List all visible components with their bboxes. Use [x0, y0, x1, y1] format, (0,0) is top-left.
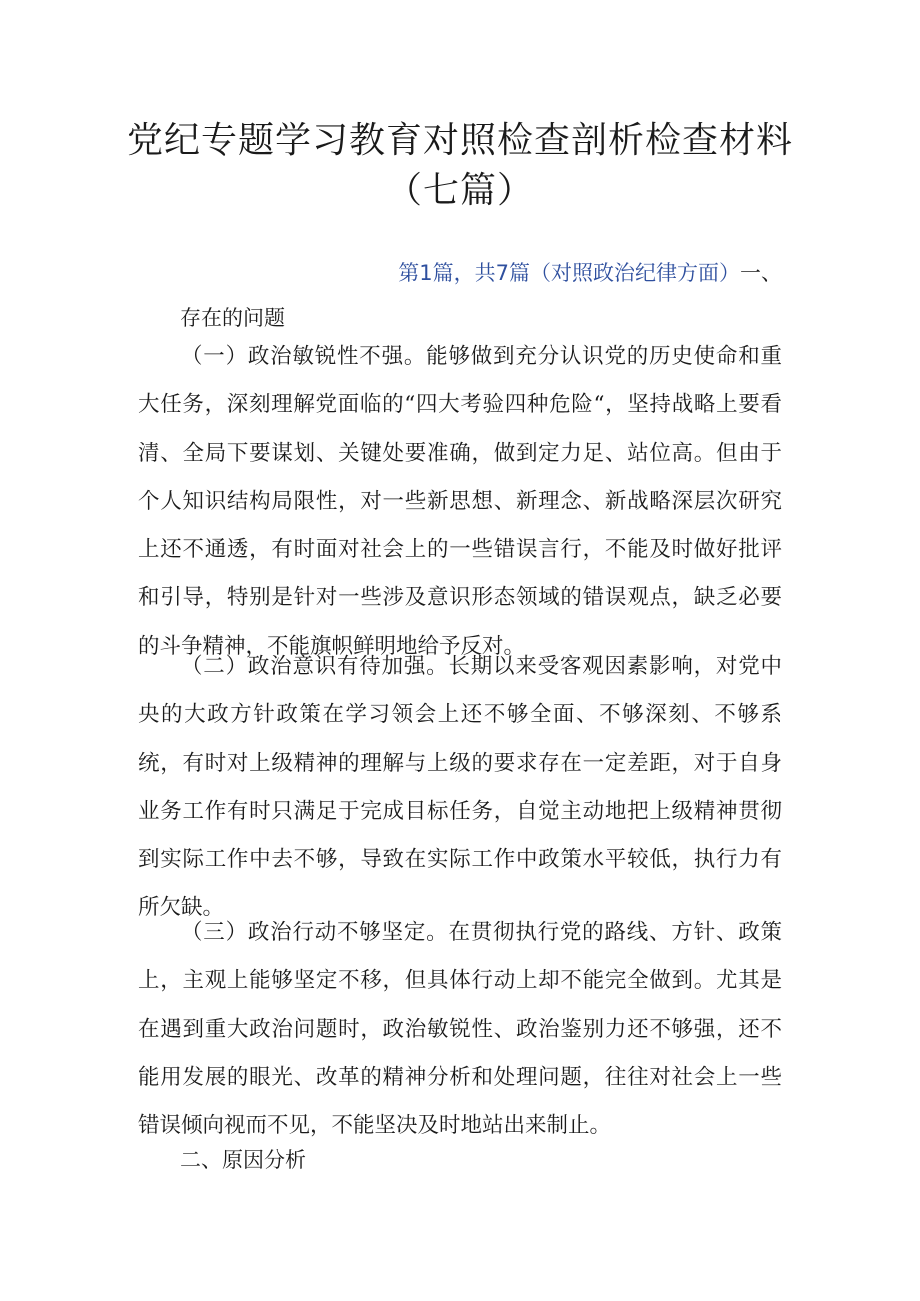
document-title-line2: （七篇）: [385, 170, 534, 211]
section-heading-problems: 存在的问题: [180, 306, 285, 330]
document-title-line1: 党纪专题学习教育对照检查剖析检查材料: [126, 120, 793, 161]
paragraph-2: （二）政治意识有待加强。长期以来受客观因素影响，对党中央的大政方针政策在学习领会上还不够全面、不够深刻、不够系统，有时对上级精神的理解与上级的要求存在一定差距，对于自身业务工作有时只满足于完成目标任务，自觉主动地把上级精神贯彻到实际工作中去不够，导致在实际工作中政策水平较低，执行力有所欠缺。: [138, 654, 782, 921]
section-heading-causes: 二、原因分析: [180, 1148, 306, 1172]
chapter-subheading: [398, 257, 782, 287]
chapter-subheading-label: 第1篇，共7篇（对照政治纪律方面）: [398, 261, 740, 285]
paragraph-3: （三）政治行动不够坚定。在贯彻执行党的路线、方针、政策上，主观上能够坚定不移，但具体行动上却不能完全做到。尤其是在遇到重大政治问题时，政治敏锐性、政治鉴别力还不够强，还不能用发展的眼光、改革的精神分析和处理问题，往往对社会上一些错误倾向视而不见，不能坚决及时地站出来制止。: [138, 920, 782, 1139]
section-number-1: 一、: [740, 261, 782, 285]
paragraph-1: （一）政治敏锐性不强。能够做到充分认识党的历史使命和重大任务，深刻理解党面临的“四大考验四种危险“，坚持战略上要看清、全局下要谋划、关键处要准确，做到定力足、站位高。但由于个人知识结构局限性，对一些新思想、新理念、新战略深层次研究上还不通透，有时面对社会上的一些错误言行，不能及时做好批评和引导，特别是针对一些涉及意识形态领域的错误观点，缺乏必要的斗争精神，不能旗帜鲜明地给予反对。: [138, 344, 782, 659]
